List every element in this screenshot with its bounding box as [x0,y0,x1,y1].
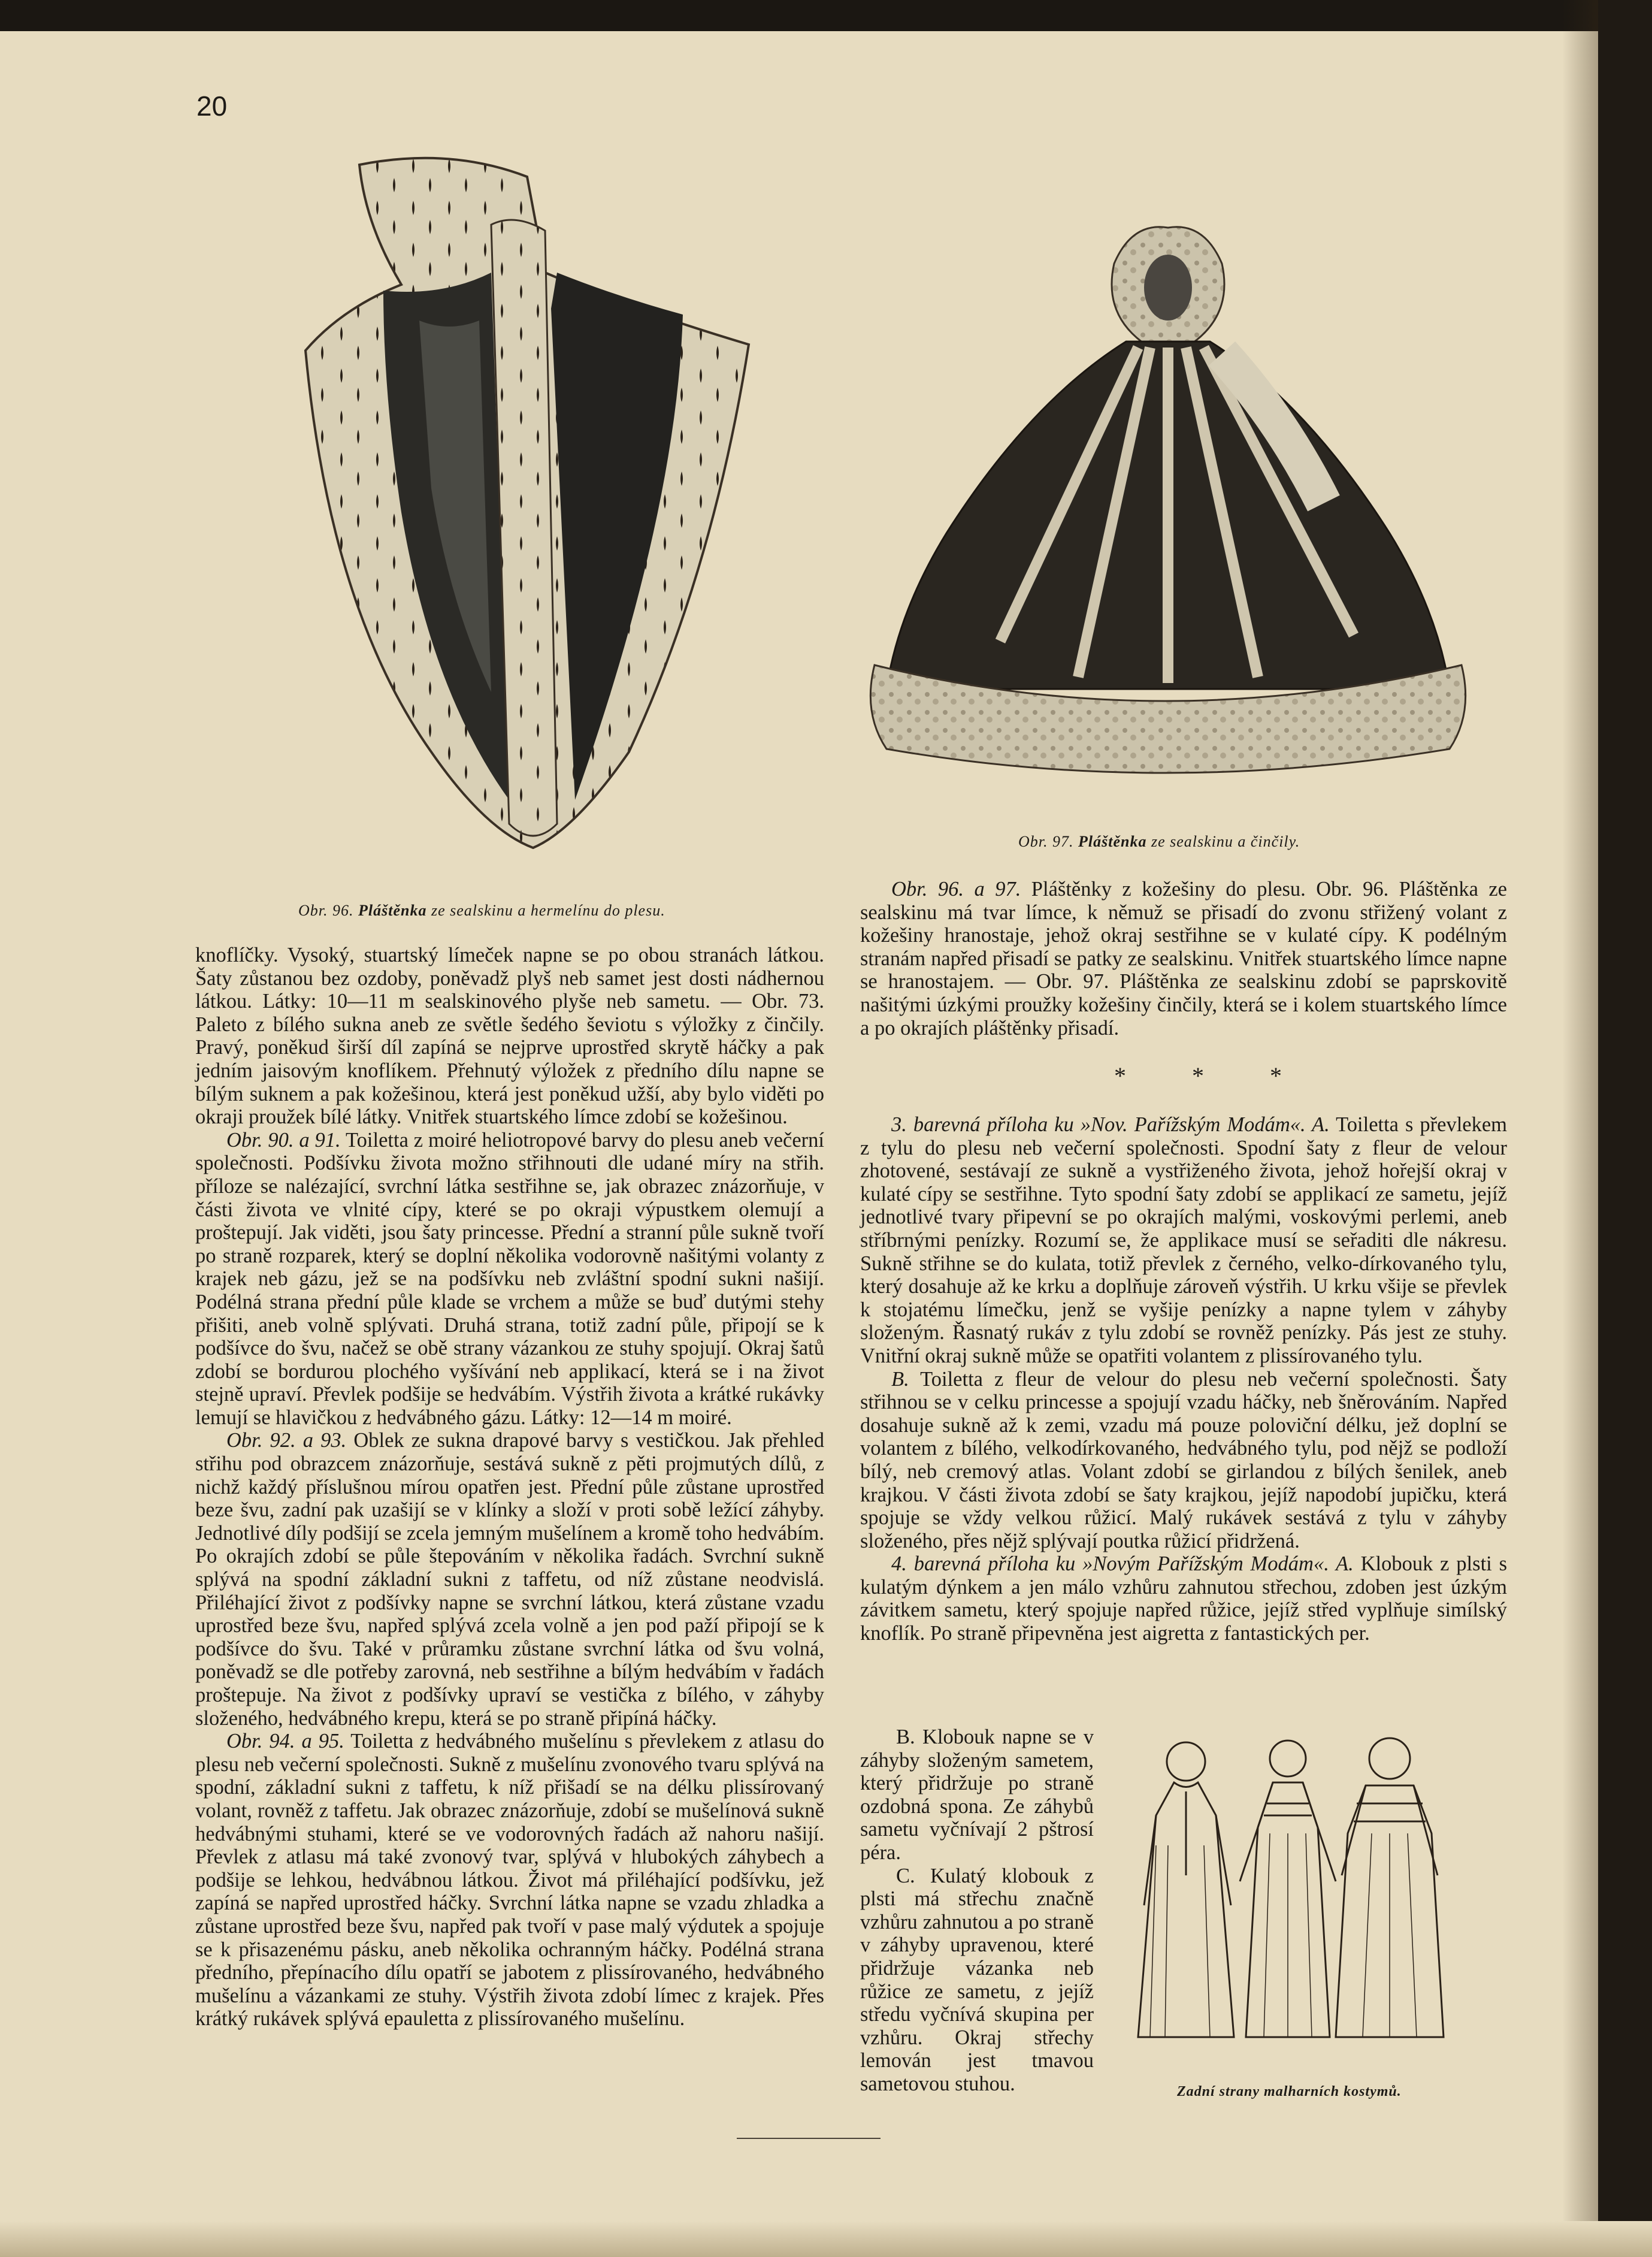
figure-97-caption: Obr. 97. Pláštěnka ze sealskinu a činčily. [1018,833,1300,850]
paragraph: Obr. 90. a 91. Toiletta z moiré heliotropové barvy do plesu aneb večerní společnosti. Podšívku života možno střihnouti dle udané míry na střih. příloze se nalézající, svrchní látka sestřihne se, jak obrazec znázorňuje, v části života ve vlnité cípy, které se po okraji výpustkem olemují a proštepují. Jak viděti, jsou šaty princesse. Přední a stranní půle sukně tvoří po straně rozparek, který se doplní několika vodorovně našitými volanty z krajek neb gázu, jež se na podšívku neb zvláštní spodní sukni našijí. Podélná strana přední půle klade se vrchem a může se buď dutými stehy přišiti, aneb volně splývati. Druhá strana, totiž zadní půle, připojí se k podšívce do švu, načež se obě strany vázankou ze stuhy spojují. Okraj šatů zdobí se bordurou plochého vyšívání neb applikací, která se i na život stejně upraví. Převlek podšije se hedvábím. Výstřih života a krátké rukávky lemují se hlavičkou z hedvábného gázu. Látky: 12—14 m moiré. [195,1128,824,1429]
page-gutter-shadow [1562,0,1598,2257]
bottom-rule [737,2138,881,2139]
paragraph: Obr. 94. a 95. Toiletta z hedvábného mušelínu s převlekem z atlasu do plesu neb večerní společnosti. Sukně z mušelínu zvonového tvaru splývá na spodní, základní sukni z taffetu, k níž přišadí se na délku plissírovaný volant, rovněž z taffetu. Jak obrazec znázorňuje, zdobí se mušelínová sukně hedvábnými stuhami, které se ve vodorovných řadách až nahoru našijí. Převlek z atlasu má také zvonový tvar, splývá v hlubokých záhybech a podšije se lehkou, hedvábnou látkou. Život má přiléhající podšívku, jež zapíná se napřed uprostřed háčky. Svrchní látka napne se vzadu zhladka a zůstane uprostřed beze švu, napřed pak tvoří v pase malý výdutek a spojuje se k přisazenému pásku, aneb několika ochranným háčky. Podélná strana předního, přepínacího dílu opatří se jabotem z plissírovaného, hedvábného mušelínu a vázankami ze stuhy. Výstřih života zdobí límec z krajek. Přes krátký rukávek splývá epauletta z plissírovaného mušelínu. [195,1730,824,2031]
paragraph: knoflíčky. Vysoký, stuartský límeček napne se po obou stranách látkou. Šaty zůstanou bez ozdoby, poněvadž plyš neb samet jest dosti nádhernou látkou. Látky: 10—11 m sealskinového plyše neb sametu. — Obr. 73. Paleto z bílého sukna aneb ze světle šedého ševiotu s výložky z činčily. Pravý, poněkud širší díl zapíná se nejprve uprostřed skrytě háčky a pak jedním jaisovým knoflíkem. Přehnutý výložek z předního dílu napne se bílým suknem a pak kožešinou, která jest poněkud užší, aby bylo viděti po okraji proužek bílé látky. Vnitřek stuartského límce zdobí se kožešinou. [195,944,824,1129]
figure-96-caption: Obr. 96. Pláštěnka ze sealskinu a hermelínu do plesu. [298,902,665,919]
back-view-caption: Zadní strany malharních kostymů. [1177,2084,1402,2099]
hat-notes [860,1726,1094,2096]
right-text-column-bottom [860,1113,1507,1645]
scan-bottom-border [0,2221,1652,2257]
right-text-column-top [860,878,1507,1040]
paragraph: B. Klobouk napne se v záhyby složeným sametem, který přidržuje po straně ozdobná spona. Ze záhybů sametu vyčnívají 2 pštrosí péra. [860,1726,1094,1864]
left-text-column [195,944,824,2031]
scan-right-border [1598,0,1652,2257]
paragraph: 3. barevná příloha ku »Nov. Pařížským Modám«. A. Toiletta s převlekem z tylu do plesu neb večerní společnosti. Spodní šaty z fleur de velour zhotovené, sestávají ze sukně a vystřiženého života, jehož hořejší okraj v kulaté cípy se sestřihne. Tyto spodní šaty zdobí se applikací ze sametu, jejíž jednotlivé tvary připevní se po okrajích malými, voskovými perlemi, aneb stříbrnými penízky. Rozumí se, že applikace musí se seřaditi dle nákresu. Sukně střihne se do kulata, totiž převlek z černého, velko-dírkovaného tylu, který dosahuje až ke krku a doplňuje zároveň výstřih. U krku všije se převlek k stojatému límečku, jenž se vyšije penízky a napne tylem v záhyby složeným. Řasnatý rukáv z tylu zdobí se rovněž penízky. Pás jest ze stuhy. Vnitřní okraj sukně může se opatřiti volantem z plissírovaného tylu. [860,1113,1507,1367]
paragraph: Obr. 96. a 97. Pláštěnky z kožešiny do plesu. Obr. 96. Pláštěnka ze sealskinu má tvar límce, k němuž se přisadí do zvonu střižený volant z kožešiny hranostaje, jehož okraj sestřihne se v kulaté cípy. K podélným stranám napřed přisadí se patky ze sealskinu. Vnitřek stuartského límce napne se hranostajem. — Obr. 97. Pláštěnka ze sealskinu zdobí se paprskovitě našitými úzkými proužky kožešiny činčily, která se i kolem stuartského límce a po okrajích pláštěnky přisadí. [860,878,1507,1040]
figure-96-cape-illustration [294,153,773,860]
figure-97-cape-illustration [851,222,1485,791]
paragraph: C. Kulatý klobouk z plsti má střechu značně vzhůru zahnutou a po straně v záhyby upravenou, které přidržuje vázanka neb růžice ze sametu, z jejíž středu vyčnívá skupina per vzhůru. Okraj střechy lemován jest tmavou sametovou stuhou. [860,1864,1094,2095]
page-number: 20 [196,90,228,122]
paragraph: 4. barevná příloha ku »Novým Pařížským Modám«. A. Klobouk z plsti s kulatým dýnkem a jen málo vzhůru zahnutou střechou, zdoben jest úzkým závitkem sametu, který spojuje napřed růžice, jejíž střed vyplňuje simílský knoflík. Po straně připevněna jest aigretta z fantastických per. [860,1552,1507,1645]
back-view-costumes-illustration [1120,1726,1456,2061]
section-divider-stars: * * * [1114,1062,1312,1089]
paragraph: Obr. 92. a 93. Oblek ze sukna drapové barvy s vestičkou. Jak přehled střihu pod obrazcem znázorňuje, sestává sukně z pěti projmutých dílů, z nichž každý příslušnou mírou opatřen jest. Přední půle zůstane uprostřed beze švu, zadní pak uzašijí se v klínky a složí v proti sobě ležící záhyby. Jednotlivé díly podšijí se zcela jemným mušelínem a kromě toho hedvábím. Po okrajích zdobí se půle štepováním v několika řadách. Svrchní sukně splývá na spodní základní sukni z taffetu, od níž zůstane neodvislá. Přiléhající život z podšívky napne se svrchní látkou, která zůstane vzadu uprostřed beze švu, napřed splývá zcela volně a jen pod paží připojí se k podšívce do švu. Také v průramku zůstane svrchní látka od švu volná, poněvadž se dle potřeby zarovná, neb sestřihne a bílým hedvábím v řadách proštepuje. Na život z podšívky upraví se vestička z bílého, v záhyby složeného, hedvábného krepu, která se po straně připíná háčky. [195,1429,824,1730]
scan-top-border [0,0,1652,31]
paragraph: B. Toiletta z fleur de velour do plesu neb večerní společnosti. Šaty střihnou se v celku princesse a spojují vzadu háčky, neb šněrováním. Napřed dosahuje sukně až k zemi, vzadu má pouze poloviční délku, jež doplní se volantem z bílého, velkodírkovaného, hedvábného tylu, pod nějž se podloží bílý, neb cremový atlas. Volant zdobí se girlandou z bílých šenilek, aneb krajkou. V části života zdobí se šaty krajkou, jejíž napodobí jupičku, která spojuje se vždy velkou růžicí. Malý rukávek sestává z tylu v záhyby složeného, přes nějž splývají poutka růžicí přidržená. [860,1367,1507,1552]
